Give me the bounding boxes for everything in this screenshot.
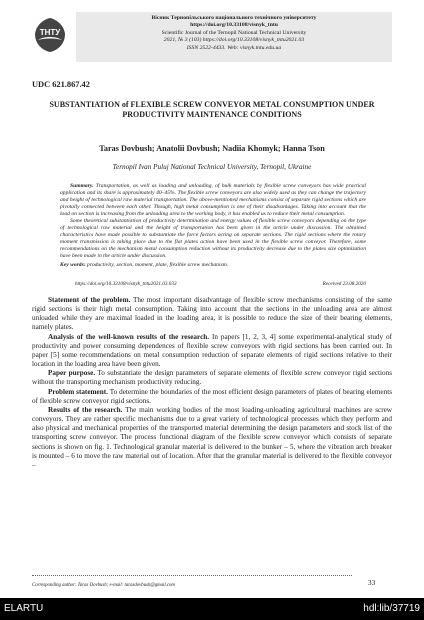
text-problem: The most important disadvantage of flexible screw mechanisms consisting of the same rigid sections is their high metal consumption. Taking into account that the sections in the unloading area are almost unloaded while they are maximal loaded in the loading area, it is possible to reduce the size of their bearing elements, namely plates. <box>32 296 392 332</box>
section-statement <box>32 388 392 406</box>
journal-info-box <box>76 12 392 62</box>
body-text <box>32 296 392 470</box>
abstract-paragraph <box>60 183 366 218</box>
bottom-bar <box>0 598 424 620</box>
section-results <box>32 406 392 470</box>
heading-analysis: Analysis of the well-known results of the research. <box>48 332 210 341</box>
text-analysis: In papers [1, 2, 3, 4] some experimental-analytical study of productivity and power consuming dependences of flexible screw conveyors with rigid sections has been carried out. In paper [5] some recommendations on metal consumption reduction of separate elements of rigid sections relative to their location in the loading area have been given. <box>32 332 392 369</box>
keywords-label: Key words: <box>60 262 86 268</box>
logo-text: ТНТУ <box>39 28 61 37</box>
heading-purpose: Paper purpose. <box>48 369 96 378</box>
text-statement: To determine the boundaries of the most efficient design parameters of plates of bearing elements of flexible screw conveyor rigid sections. <box>32 387 392 405</box>
section-purpose <box>32 369 392 387</box>
text-purpose: To substantiate the design parameters of separate elements of flexible screw conveyor rigid sections without the transporting mechanism productivity reducing. <box>32 369 392 387</box>
corresponding-author: Corresponding author: Taras Dovbush; e-mail: tarasdovbush@gmail.com <box>32 583 175 588</box>
journal-name-ua: Вісник Тернопільського національного технічного університету <box>151 15 317 21</box>
author-list: Taras Dovbush; Anatolii Dovbush; Nadiia Khomyk; Hanna Tson <box>99 144 325 153</box>
udc-code: UDC 621.867.42 <box>32 80 90 89</box>
abstract <box>60 183 366 259</box>
abstract-text-2: Some theoretical substantiation of productivity determination and energy values of flexible screw conveyors depending on the type of technological raw material and the height of transportation has been given in the article under discussion. The obtained characteristics have made possible to substantiate the force factors acting on separate sections. The rigid sections where the rotary moment transmission is taking place due to the flat plates action have been used in the flexible screw conveyor. Therefore, some recommendations on the mechanism metal consumption reduction without its productivity decrease due to the plates size optimization have been made in the article under discussion. <box>60 217 366 259</box>
section-analysis <box>32 333 392 370</box>
abstract-text-1: Transportation, as well as loading and unloading, of bulk materials by flexible screw conveyors has wide practical application and its share is approximately 40–45%. The flexible screw conveyors are also widely used as they can change the trajectory and height of technological raw material transportation. The above-mentioned mechanisms consist of separate rigid sections which are pivotally connected between each other. Though, high metal consumption is one of their disadvantages. Taking into account that the load on section is increasing from the unloading area to the working body, it has enabled us to reduce their metal consumption. <box>60 183 366 217</box>
journal-issn: ISSN 2522-4433. Web: visnyk.tntu.edu.ua <box>186 44 282 51</box>
text-results: The main working bodies of the most loading-unloading agricultural machines are screw conveyors. They are rather specific mechanisms due to a great variety of technological processes which they perform and also physical and mechanical properties of the transported material determining the design parameters and stock list of the transporting screw conveyor. The process functional diagram of the flexible screw conveyor which consists of separate sections is shown on fig. 1. Technological granular material is delivered to the bunker – 5, where the vibration arch breaker is mounted – 6 to move the raw material out of location. After that the granular material is delivered to the flexible conveyor – <box>32 405 392 469</box>
heading-statement: Problem statement. <box>48 387 108 396</box>
affiliation: Ternopil Ivan Puluj National Technical University, Ternopil, Ukraine <box>112 163 312 171</box>
journal-name-en: Scientific Journal of the Ternopil National Technical University <box>161 29 307 36</box>
repository-label: ELARTU <box>4 603 44 614</box>
footer-rule <box>32 575 352 576</box>
university-logo-icon <box>32 16 68 54</box>
paper-title: SUBSTANTIATION of FLEXIBLE SCREW CONVEYOR METAL CONSUMPTION UNDER PRODUCTIVITY MAINTENANCE CONDITIONS <box>49 100 375 120</box>
journal-issue: 2021, № 3 (103) https://doi.org/10.33108/visnyk_tntu2021.03 <box>163 37 305 44</box>
keywords <box>60 262 366 268</box>
heading-results: Results of the research. <box>48 405 123 414</box>
section-problem <box>32 296 392 333</box>
heading-problem: Statement of the problem. <box>48 296 131 304</box>
article-doi-link[interactable]: https://doi.org/10.33108/visnyk_tntu2021.03.033 <box>75 281 177 287</box>
abstract-label: Summary. <box>70 183 94 189</box>
handle-label[interactable]: hdl:lib/37719 <box>363 603 420 614</box>
received-date: Received 23.08.2020 <box>322 281 366 287</box>
journal-doi-link[interactable]: https://doi.org/10.33108/visnyk_tntu <box>190 22 278 29</box>
keywords-text: productivity, section, moment, plate, flexible screw mechanism. <box>87 262 229 268</box>
journal-header <box>32 12 400 66</box>
page-number: 33 <box>368 579 376 587</box>
